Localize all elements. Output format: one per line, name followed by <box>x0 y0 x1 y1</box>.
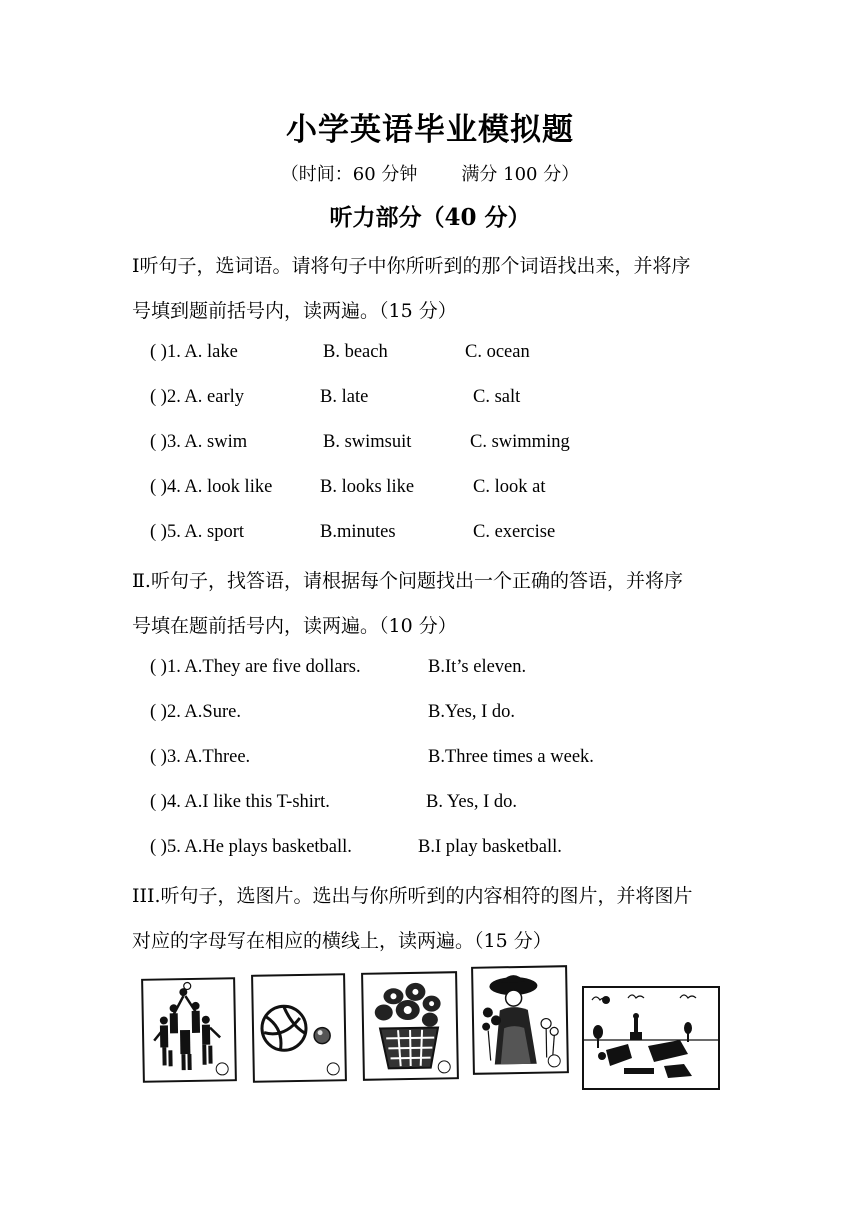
option-a: ( )1. A. lake <box>150 342 238 362</box>
option-a: ( )3. A. swim <box>150 432 248 452</box>
picture-basketball-players <box>141 977 237 1083</box>
section1-instruction-line1: Ⅰ听句子，选词语。请将句子中你所听到的那个词语找出来，并将序 <box>132 255 691 277</box>
option-a: ( )2. A.Sure. <box>150 702 241 722</box>
part-heading: 听力部分（40 分） <box>329 204 531 231</box>
option-c: C. look at <box>473 477 546 497</box>
section2-instruction-line1: Ⅱ.听句子，找答语，请根据每个问题找出一个正确的答语，并将序 <box>132 570 683 592</box>
option-a: ( )1. A.They are five dollars. <box>150 657 361 677</box>
section1-instruction-line2: 号填到题前括号内，读两遍。（15 分） <box>132 300 457 322</box>
option-b: B.I play basketball. <box>418 837 562 857</box>
option-a: ( )2. A. early <box>150 387 245 407</box>
option-b: B.It’s eleven. <box>428 657 527 677</box>
picture-volleyball <box>251 973 347 1083</box>
option-a: ( )4. A.I like this T-shirt. <box>150 792 330 812</box>
option-b: B. swimsuit <box>323 432 412 452</box>
picture-woman-in-hat <box>471 965 569 1075</box>
option-c: C. ocean <box>465 342 530 362</box>
option-c: C. exercise <box>473 522 556 542</box>
picnic-scene-icon <box>584 988 718 1088</box>
option-a: ( )3. A.Three. <box>150 747 251 767</box>
option-c: C. swimming <box>470 432 570 452</box>
option-c: C. salt <box>473 387 521 407</box>
section3-instruction-line2: 对应的字母写在相应的横线上，读两遍。（15 分） <box>132 930 552 952</box>
section3-instruction-line1: III.听句子，选图片。选出与你所听到的内容相符的图片，并将图片 <box>132 885 693 907</box>
section2-instruction-line2: 号填在题前括号内，读两遍。（10 分） <box>132 615 457 637</box>
option-b: B. looks like <box>320 477 415 497</box>
exam-subtitle <box>0 160 860 186</box>
option-b: B.Yes, I do. <box>428 702 516 722</box>
option-b: B. late <box>320 387 369 407</box>
option-a: ( )5. A.He plays basketball. <box>150 837 352 857</box>
full-score: 满分 100 分） <box>461 164 580 185</box>
picture-picnic-scene <box>582 986 720 1090</box>
option-b: B.minutes <box>320 522 396 542</box>
option-b: B.Three times a week. <box>428 747 594 767</box>
option-b: B. Yes, I do. <box>426 792 517 812</box>
picture-flower-basket <box>361 971 459 1081</box>
exam-title: 小学英语毕业模拟题 <box>286 112 574 148</box>
option-b: B. beach <box>323 342 388 362</box>
picture-strip <box>130 960 730 1100</box>
option-a: ( )4. A. look like <box>150 477 273 497</box>
option-a: ( )5. A. sport <box>150 522 245 542</box>
time-limit: （时间：60 分钟 <box>280 164 418 185</box>
